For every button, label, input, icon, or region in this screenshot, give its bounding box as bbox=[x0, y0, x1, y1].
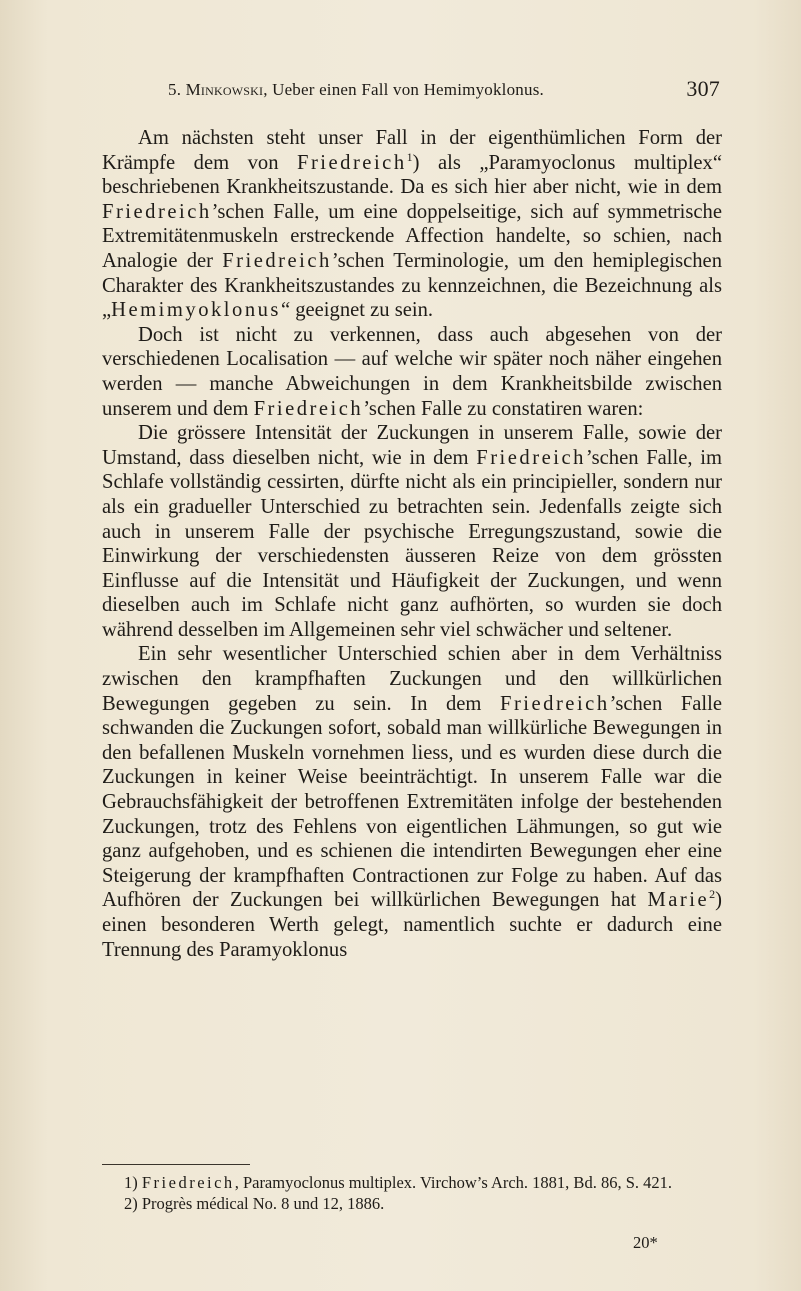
spaced-name: Friedreich bbox=[253, 397, 364, 420]
text-run: Die grössere Intensität der Zuckungen in unserem Falle, sowie der Umstand, dass dieselben nicht, wie in dem bbox=[102, 422, 722, 469]
spaced-name: Friedreich bbox=[296, 151, 407, 174]
text-run: ) als „Paramyoclonus multiplex“ beschriebenen Krankheitszustande. Da es sich hier aber nicht, wie in dem bbox=[102, 151, 722, 199]
footnote bbox=[102, 1193, 722, 1214]
running-title bbox=[168, 80, 544, 100]
text-run: ’schen Falle zu constatiren waren: bbox=[363, 397, 644, 420]
text-run: ’schen Terminologie, um den hemiplegischen Charakter des Krankheitszustandes zu kennzeichnen, die Bezeichnung als „ bbox=[102, 249, 722, 322]
footnote-marker: 2 bbox=[709, 887, 716, 902]
spaced-name: Friedreich bbox=[102, 200, 212, 223]
paragraph bbox=[102, 421, 722, 642]
article-title: , Ueber einen Fall von Hemimyoklonus. bbox=[263, 80, 544, 99]
author-name: Minkowski bbox=[185, 80, 264, 99]
spaced-name: Friedreich bbox=[476, 446, 586, 469]
footnote bbox=[102, 1172, 722, 1193]
paragraph bbox=[102, 126, 722, 323]
spaced-name: Friedreich bbox=[141, 1173, 235, 1192]
chapter-number: 5. bbox=[168, 80, 186, 99]
text-run: , Paramyoclonus multiplex. Virchow’s Arch. 1881, Bd. 86, S. 421. bbox=[234, 1173, 672, 1192]
text-run: Am nächsten steht unser Fall in der eigenthümlichen Form der Krämpfe dem von bbox=[102, 127, 722, 174]
text-run: 2) Progrès médical No. 8 und 12, 1886. bbox=[124, 1194, 385, 1213]
text-run: “ geeignet zu sein. bbox=[280, 299, 434, 322]
footnote-rule bbox=[102, 1164, 250, 1165]
body-text bbox=[102, 126, 722, 962]
signature-mark: 20* bbox=[633, 1233, 658, 1252]
text-run: Doch ist nicht zu verkennen, dass auch abgesehen von der verschiedenen Localisation — auf welche wir später noch näher eingehen werden — manche Abweichungen in dem Krankheitsbilde zwischen unserem und dem bbox=[102, 323, 722, 420]
text-run: ’schen Falle, um eine doppelseitige, sich auf symmetrische Extremitätenmuskeln erstreckende Affection handelte, so schien, nach Analogie der bbox=[102, 200, 722, 272]
spaced-name: Hemimyoklonus bbox=[111, 299, 281, 322]
text-run: ’schen Falle, im Schlafe vollständig cessirten, dürfte nicht als ein principieller, sondern nur als ein gradueller Unterschied zu betrachten sein. Jedenfalls zeigte sich auch in unserem Falle der psychische Erregungszustand, sowie die Einwirkung der verschiedensten äusseren Reize von dem grössten Einflusse auf die Intensität und Häufigkeit der Zuckungen, und wenn dieselben auch im Schlafe nicht ganz aufhörten, so wurden sie doch während desselben im Allgemeinen sehr viel schwächer und seltener. bbox=[102, 446, 722, 641]
spaced-name: Friedreich bbox=[222, 249, 332, 272]
spaced-name: Friedreich bbox=[499, 692, 610, 715]
text-run: 1) bbox=[124, 1173, 142, 1192]
footnotes bbox=[102, 1172, 722, 1214]
paragraph bbox=[102, 323, 722, 421]
footnote-marker: 1 bbox=[406, 149, 413, 164]
text-run: Ein sehr wesentlicher Unterschied schien aber in dem Verhältniss zwischen den krampfhaften Zuckungen und den willkürlichen Bewegungen gegeben zu sein. In dem bbox=[102, 643, 722, 715]
text-run: ) einen besonderen Werth gelegt, namentlich suchte er dadurch eine Trennung des Paramyoklonus bbox=[102, 889, 722, 961]
running-header bbox=[168, 76, 720, 110]
spaced-name: Marie bbox=[647, 889, 710, 912]
text-run: ’schen Falle schwanden die Zuckungen sofort, sobald man willkürliche Bewegungen in den befallenen Muskeln vornehmen liess, und es wurden diese durch die Zuckungen in keiner Weise beeinträchtigt. In unserem Falle war die Gebrauchsfähigkeit der betroffenen Extremitäten infolge der bestehenden Zuckungen, trotz des Fehlens von eigentlichen Lähmungen, so gut wie ganz aufgehoben, und es schienen die intendirten Bewegungen eher eine Steigerung der krampfhaften Contractionen zur Folge zu haben. Auf das Aufhören der Zuckungen bei willkürlichen Bewegungen hat bbox=[102, 692, 722, 912]
page-number: 307 bbox=[686, 76, 720, 101]
paragraph bbox=[102, 642, 722, 962]
